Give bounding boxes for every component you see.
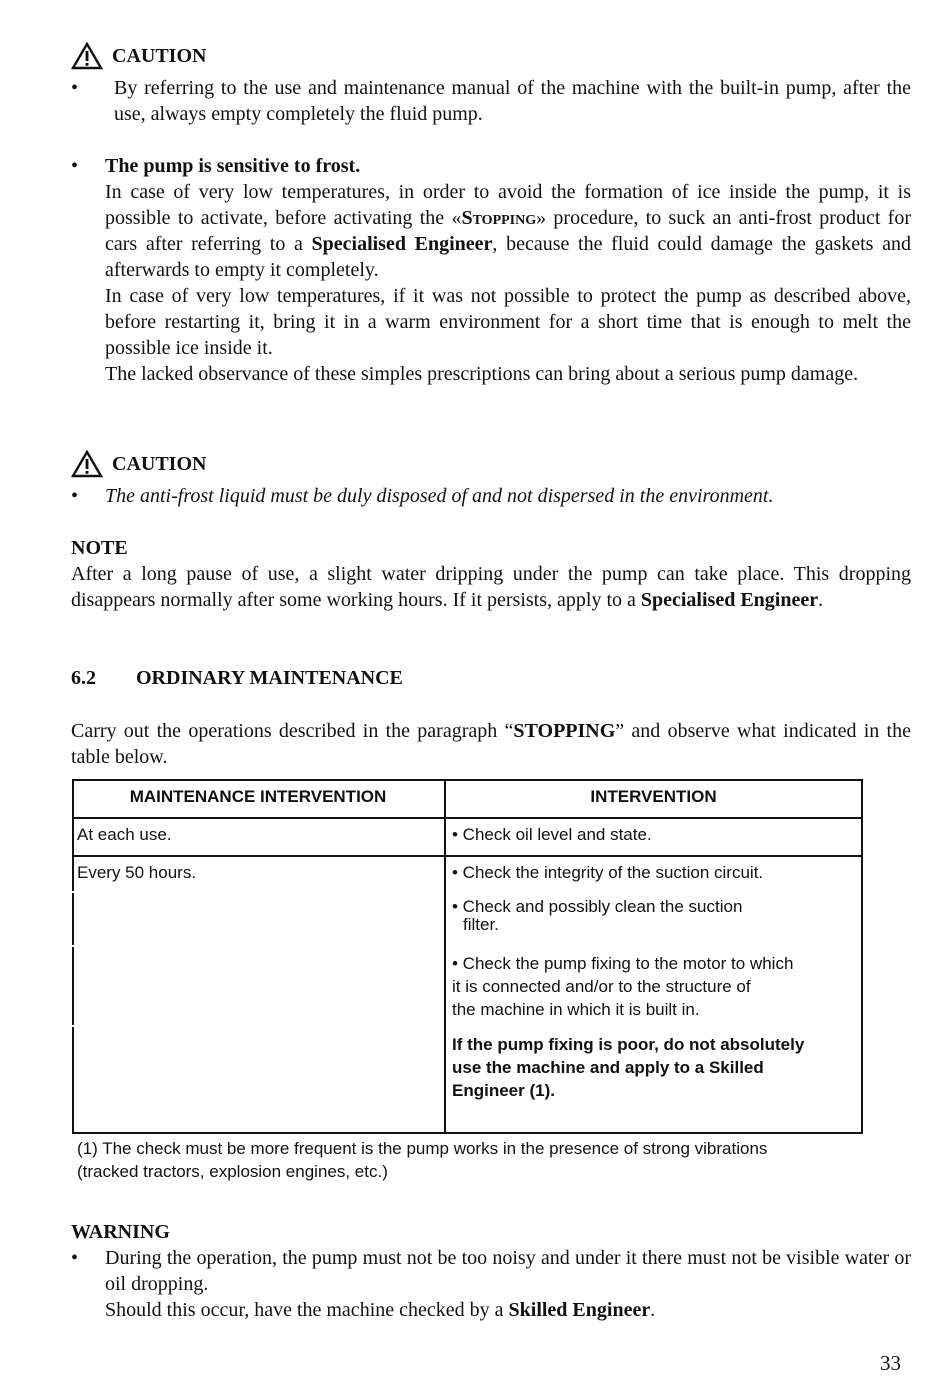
row1-left: At each use. (77, 825, 172, 844)
section-intro: Carry out the operations described in the paragraph “STOPPING” and observe what indicated in the table below. (71, 720, 911, 768)
row1-right: • Check oil level and state. (452, 825, 652, 844)
row2-right-2a: • Check and possibly clean the suction (452, 897, 743, 916)
caution1-bullet (71, 75, 911, 127)
section-number: 6.2 (71, 667, 96, 689)
bullet-dot: • (71, 155, 79, 177)
frost-paragraph-3: The lacked observance of these simples prescriptions can bring about a serious pump damage. (105, 363, 859, 385)
row2-right-3c: the machine in which it is built in. (452, 1000, 700, 1019)
warning-title: WARNING (71, 1221, 170, 1243)
row2-right-3a: • Check the pump fixing to the motor to which (452, 954, 794, 973)
header-intervention: INTERVENTION (590, 787, 717, 806)
frost-title: The pump is sensitive to frost. (105, 155, 361, 177)
row2-right-1: • Check the integrity of the suction circuit. (452, 863, 764, 882)
table-footnote-line1: (1) The check must be more frequent is the pump works in the presence of strong vibrations (77, 1139, 768, 1158)
header-maintenance-intervention: MAINTENANCE INTERVENTION (129, 787, 387, 806)
caution1-text: By referring to the use and maintenance manual of the machine with the built-in pump, after the use, always empty completely the fluid pump. (114, 77, 911, 125)
frost-paragraph-2: In case of very low temperatures, if it was not possible to protect the pump as described above, before restarting it, bring it in a warm environment for a short time that is enough to melt the possible ice inside it. (105, 285, 911, 359)
row2-right-3b: it is connected and/or to the structure of (452, 977, 751, 996)
row2-right-4c: Engineer (1). (452, 1081, 555, 1100)
row2-left: Every 50 hours. (77, 863, 197, 882)
caution-title: CAUTION (112, 45, 207, 67)
warning-text: During the operation, the pump must not be too noisy and under it there must not be visible water or oil dropping. (105, 1247, 911, 1295)
row2-right-2b: filter. (463, 915, 499, 934)
note-block (71, 535, 911, 613)
bullet-dot: • (71, 77, 79, 99)
warning-text-2: Should this occur, have the machine checked by a Skilled Engineer. (105, 1299, 656, 1321)
frost-block (71, 153, 911, 387)
table-footnote-line2: (tracked tractors, explosion engines, etc.) (77, 1162, 388, 1181)
frost-paragraph-1: In case of very low temperatures, in order to avoid the formation of ice inside the pump, it is possible to activate, before activating the «Stopping» procedure, to suck an anti-frost product for cars after referring to a Specialised Engineer, because the fluid could damage the gaskets and afterwards to empty it completely. (105, 181, 911, 281)
caution-heading (71, 42, 206, 70)
bullet-dot: • (71, 1247, 79, 1269)
bullet-dot: • (71, 485, 79, 507)
maintenance-table (72, 779, 863, 1134)
caution-title: CAUTION (112, 453, 207, 475)
warning-triangle-icon (71, 42, 103, 70)
caution-heading (71, 450, 206, 478)
page-number: 33 (880, 1351, 901, 1375)
note-text: After a long pause of use, a slight water dripping under the pump can take place. This dropping disappears normally after some working hours. If it persists, apply to a Specialised Engineer. (71, 563, 911, 611)
row2-right-4b: use the machine and apply to a Skilled (452, 1058, 764, 1077)
section-title: ORDINARY MAINTENANCE (136, 667, 403, 689)
caution2-text: The anti-frost liquid must be duly disposed of and not dispersed in the environment. (105, 485, 774, 507)
caution2-bullet (71, 483, 911, 509)
row2-right-4a: If the pump fixing is poor, do not absolutely (452, 1035, 805, 1054)
warning-triangle-icon (71, 450, 103, 478)
note-title: NOTE (71, 537, 128, 559)
warning-block (71, 1219, 911, 1323)
